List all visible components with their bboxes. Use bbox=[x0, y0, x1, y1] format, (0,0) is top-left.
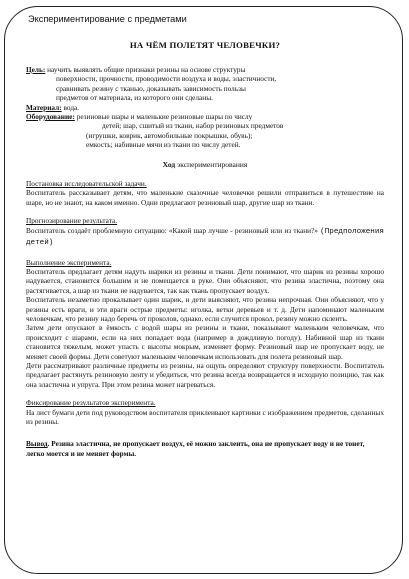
section-paragraph: Затем дети опускают в ёмкость с водой шары из резины и ткани, показывают маленьким человечкам, что происходит с шарами, если на них попадает вода (например в дождливую погоду). Набивной шар из ткани становится тяжелым, может упасть с высоты мокрым, изменяет форму. Резиновый шар не пропускает воду, не меняет своей формы. Дети советуют маленьким человечкам использовать для полета резиновый шар. bbox=[26, 323, 384, 361]
section-paragraph: Воспитатель предлагает детям надуть шарики из резины и ткани. Дети понимают, что шарик из резины хорошо надувается, становится большим и не помещается в руке. Они объясняют, что резина эластична, поэтому она растягивается, а шар из ткани не надувается, так как ткань пропускает воздух. bbox=[26, 266, 384, 295]
material-text: вода. bbox=[63, 102, 80, 112]
goal-line: предметов от материала, из которого они сделаны. bbox=[56, 93, 213, 103]
section-title: Фиксирование результатов эксперимента. bbox=[26, 398, 156, 408]
section-results bbox=[26, 398, 384, 426]
conclusion-text: . Резина эластична, не пропускает воздух, её можно заклеить, она не пропускает воду и не тонет, легко моется и не меняет формы. bbox=[26, 439, 365, 458]
children-assumptions: (Предположения детей) bbox=[26, 227, 384, 248]
goal-label: Цель: bbox=[26, 65, 46, 74]
equipment-line: резиновые шары и маленькие резиновые шары по числу bbox=[76, 112, 253, 122]
section-title: Выполнение эксперимента. bbox=[26, 257, 112, 267]
equipment-label: Оборудование: bbox=[26, 112, 75, 122]
section-text: На лист бумаги дети под руководством воспитателя приклеивают картинки с изображением предметов, сделанных из резины. bbox=[26, 407, 384, 426]
section-task bbox=[26, 179, 384, 207]
equipment-line: (игрушки, коврик, автомобильные покрышки, обувь); bbox=[86, 130, 253, 140]
course-heading bbox=[26, 160, 384, 169]
section-forecast bbox=[26, 216, 384, 248]
document bbox=[26, 14, 384, 458]
section-paragraph: Дети рассматривают различные предметы из резины, на ощупь определяют структуру поверхности. Воспитатель предлагает растянуть резиновую ленту и убедиться, что резина всегда возвращается в исходную позицию, так как она эластична и упруга. При этом резина может нагреваться. bbox=[26, 360, 384, 389]
goal-line: поверхности, прочности, проводимости воздуха и воды, эластичности, bbox=[56, 74, 277, 84]
conclusion-label: Вывод bbox=[26, 439, 48, 449]
section-text: Воспитатель создаёт проблемную ситуацию: «Какой шар лучше - резиновый или из ткани?» bbox=[26, 225, 318, 235]
equipment-line: детей; шар, сшитый из ткани, набор резиновых предметов bbox=[102, 121, 284, 131]
section-text: Воспитатель рассказывает детям, что маленькие сказочные человечки решили отправиться в путешествие на шаре, но не знают, на каком именно. Одни предлагают резиновый шар, другие шар из ткани. bbox=[26, 188, 384, 207]
goal-line: научить выявлять общие признаки резины на основе структуры bbox=[47, 65, 246, 74]
document-title: НА ЧЁМ ПОЛЕТЯТ ЧЕЛОВЕЧКИ? bbox=[129, 40, 281, 50]
course-heading-rest: экспериментирования bbox=[175, 159, 248, 169]
goal-block bbox=[26, 65, 384, 150]
section-paragraph: Воспитатель незаметно прокалывает один шарик, и дети выясняют, что резина непрочная. Они объясняют, что у резины есть враги, и эти враги острые предметы: иголка, ветки деревьев и т. д. Дети напоминают маленьким человечкам, что резину надо беречь от проколов, однако, если случится прокол, резину можно склеить. bbox=[26, 295, 384, 323]
material-label: Материал: bbox=[26, 102, 62, 112]
section-title: Постановка исследовательской задачи. bbox=[26, 179, 147, 189]
section-title: Прогнозирование результата. bbox=[26, 216, 118, 226]
section-experiment bbox=[26, 258, 384, 390]
equipment-line: емкость; набивные мячи из ткани по числу детей. bbox=[86, 140, 241, 150]
course-heading-bold: Ход bbox=[162, 159, 176, 169]
conclusion bbox=[26, 439, 384, 458]
document-header: Экспериментирование с предметами bbox=[28, 14, 187, 24]
goal-line: сравнивать резину с тканью, доказывать зависимость пользы bbox=[56, 83, 246, 93]
